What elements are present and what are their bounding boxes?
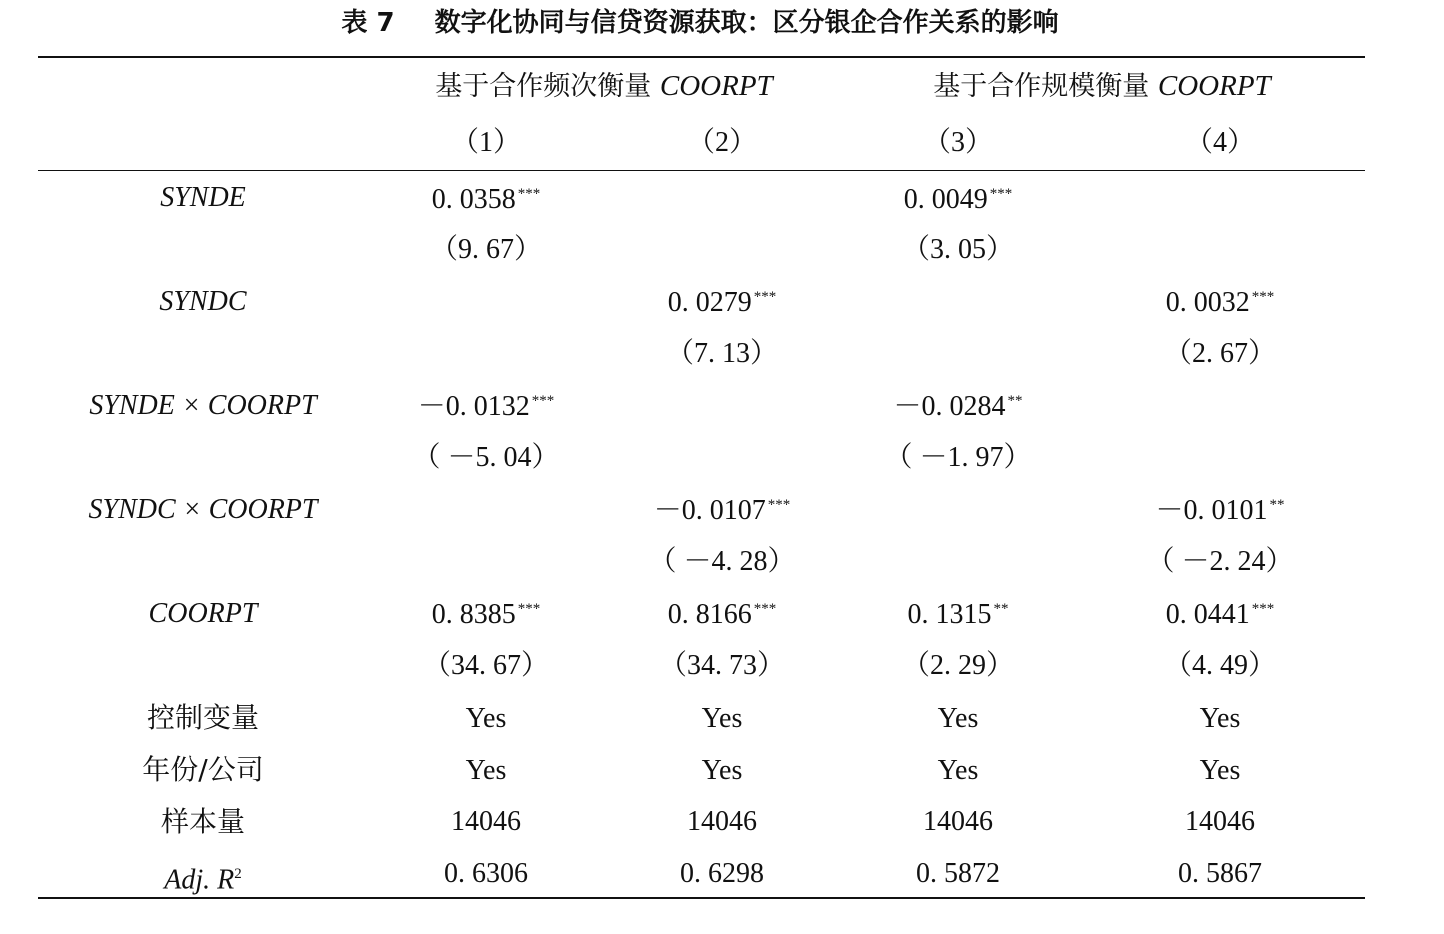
tstat-coorpt-4: （4. 49） bbox=[1163, 650, 1276, 681]
row-label-synde-x-coorpt: SYNDE × COORPT bbox=[89, 390, 317, 421]
row-label-fixed-effects: 年份/公司 bbox=[142, 753, 264, 786]
n-4: 14046 bbox=[1185, 806, 1255, 837]
r2-3: 0. 5872 bbox=[916, 858, 1000, 889]
fe-2: Yes bbox=[701, 755, 743, 786]
fe-4: Yes bbox=[1199, 755, 1241, 786]
controls-4: Yes bbox=[1199, 703, 1241, 734]
tstat-syndc-x-2: （ －4. 28） bbox=[648, 546, 796, 577]
row-label-synde: SYNDE bbox=[160, 182, 246, 213]
r2-1: 0. 6306 bbox=[444, 858, 528, 889]
tstat-synde-x-1: （ －5. 04） bbox=[412, 442, 560, 473]
top-rule bbox=[38, 56, 1365, 58]
header-rule bbox=[38, 170, 1365, 171]
tstat-coorpt-2: （34. 73） bbox=[658, 650, 785, 681]
col-header-4: （4） bbox=[1184, 127, 1255, 158]
n-2: 14046 bbox=[687, 806, 757, 837]
coef-coorpt-3: 0. 1315 ** bbox=[907, 599, 1009, 630]
r2-2: 0. 6298 bbox=[680, 858, 764, 889]
tstat-synde-1: （9. 67） bbox=[429, 234, 542, 265]
row-label-coorpt: COORPT bbox=[148, 598, 258, 629]
r2-4: 0. 5867 bbox=[1178, 858, 1262, 889]
controls-2: Yes bbox=[701, 703, 743, 734]
group-header-scale: 基于合作规模衡量 COORPT bbox=[933, 70, 1271, 102]
col-header-3: （3） bbox=[922, 127, 993, 158]
row-label-controls: 控制变量 bbox=[146, 701, 259, 734]
tstat-coorpt-3: （2. 29） bbox=[901, 650, 1014, 681]
coef-coorpt-2: 0. 8166 *** bbox=[667, 599, 777, 630]
table-caption: 数字化协同与信贷资源获取：区分银企合作关系的影响 bbox=[434, 8, 1059, 38]
controls-3: Yes bbox=[937, 703, 979, 734]
row-label-sample-size: 样本量 bbox=[160, 805, 245, 838]
col-header-1: （1） bbox=[450, 127, 521, 158]
tstat-syndc-x-4: （ －2. 24） bbox=[1146, 546, 1294, 577]
coef-synde-x-3: －0. 0284 ** bbox=[893, 391, 1023, 422]
n-1: 14046 bbox=[451, 806, 521, 837]
row-label-syndc-x-coorpt: SYNDC × COORPT bbox=[88, 494, 318, 525]
coef-synde-x-1: －0. 0132 *** bbox=[417, 391, 555, 422]
coef-coorpt-4: 0. 0441 *** bbox=[1165, 599, 1275, 630]
row-label-syndc: SYNDC bbox=[159, 286, 247, 317]
controls-1: Yes bbox=[465, 703, 507, 734]
coef-synde-1: 0. 0358 *** bbox=[431, 184, 541, 215]
tstat-syndc-4: （2. 67） bbox=[1163, 338, 1276, 369]
group-header-frequency: 基于合作频次衡量 COORPT bbox=[435, 70, 773, 102]
tstat-synde-x-3: （ －1. 97） bbox=[884, 442, 1032, 473]
bottom-rule bbox=[38, 897, 1365, 899]
coef-syndc-x-4: －0. 0101 ** bbox=[1155, 495, 1285, 526]
fe-3: Yes bbox=[937, 755, 979, 786]
col-header-2: （2） bbox=[686, 127, 757, 158]
tstat-coorpt-1: （34. 67） bbox=[422, 650, 549, 681]
coef-syndc-4: 0. 0032 *** bbox=[1165, 287, 1275, 318]
coef-syndc-x-2: －0. 0107 *** bbox=[653, 495, 791, 526]
n-3: 14046 bbox=[923, 806, 993, 837]
coef-coorpt-1: 0. 8385 *** bbox=[431, 599, 541, 630]
table-number: 表 7 bbox=[341, 8, 395, 38]
coef-syndc-2: 0. 0279 *** bbox=[667, 287, 777, 318]
coef-synde-3: 0. 0049 *** bbox=[903, 184, 1013, 215]
fe-1: Yes bbox=[465, 755, 507, 786]
table-title bbox=[0, 2, 1400, 39]
row-label-adj-r2: Adj. $R^2$ bbox=[164, 864, 242, 896]
tstat-synde-3: （3. 05） bbox=[901, 234, 1014, 265]
tstat-syndc-2: （7. 13） bbox=[665, 338, 778, 369]
